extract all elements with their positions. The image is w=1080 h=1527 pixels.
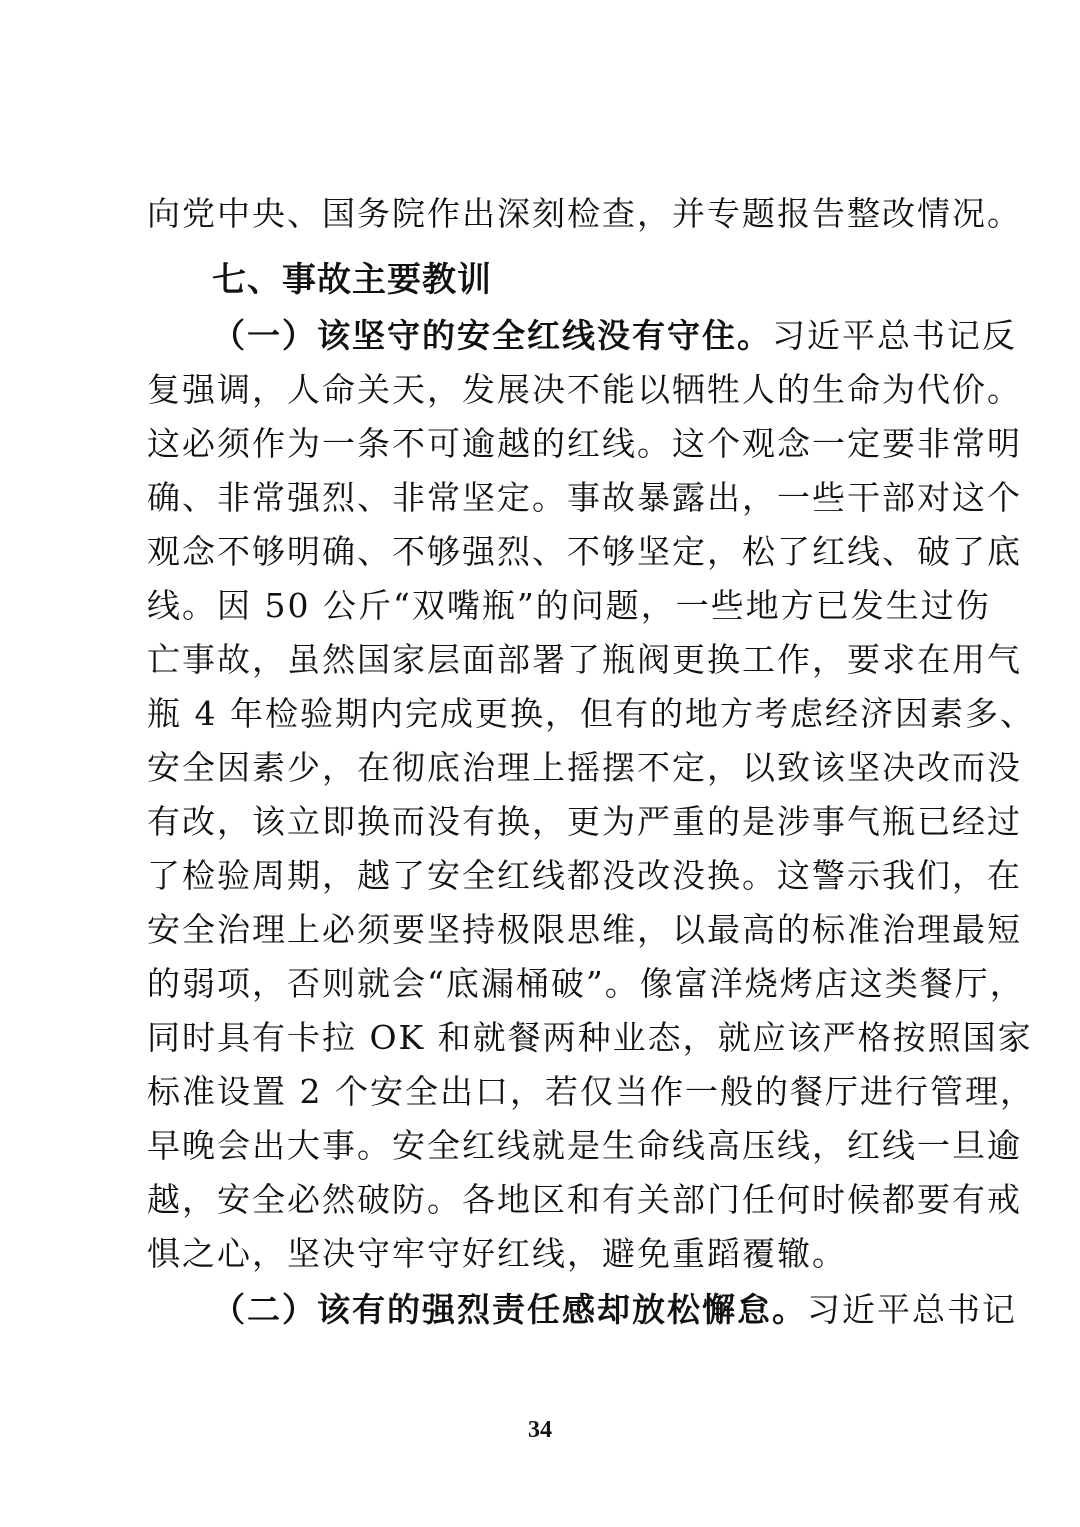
text-line: 了检验周期，越了安全红线都没改没换。这警示我们，在 [147, 856, 1022, 895]
text-line: 安全治理上必须要坚持极限思维，以最高的标准治理最短 [147, 910, 1022, 949]
text-line: 有改，该立即换而没有换，更为严重的是涉事气瓶已经过 [147, 802, 1022, 841]
paragraph-2-first-line [212, 1290, 1017, 1330]
text-line-intro: 向党中央、国务院作出深刻检查，并专题报告整改情况。 [147, 194, 1022, 233]
paragraph-2-lead-title: （二）该有的强烈责任感却放松懈怠。 [212, 1290, 807, 1329]
text-line: 同时具有卡拉 OK 和就餐两种业态，就应该严格按照国家 [147, 1018, 1033, 1057]
text-line: 复强调，人命关天，发展决不能以牺牲人的生命为代价。 [147, 370, 1022, 409]
text-line: 越，安全必然破防。各地区和有关部门任何时候都要有戒 [147, 1180, 1022, 1219]
paragraph-1-first-line [212, 316, 1017, 356]
text-line: 早晚会出大事。安全红线就是生命线高压线，红线一旦逾 [147, 1126, 1022, 1165]
text-line: 惧之心，坚决守牢守好红线，避免重蹈覆辙。 [147, 1234, 847, 1273]
text-line: 观念不够明确、不够强烈、不够坚定，松了红线、破了底 [147, 532, 1022, 571]
text-line: 线。因 50 公斤“双嘴瓶”的问题，一些地方已发生过伤 [147, 586, 991, 625]
paragraph-2-lead-text: 习近平总书记 [807, 1290, 1017, 1329]
section-heading: 七、事故主要教训 [212, 260, 492, 300]
text-line: 亡事故，虽然国家层面部署了瓶阀更换工作，要求在用气 [147, 640, 1022, 679]
page-number: 34 [528, 1417, 552, 1443]
text-line: 安全因素少，在彻底治理上摇摆不定，以致该坚决改而没 [147, 748, 1022, 787]
text-line: 确、非常强烈、非常坚定。事故暴露出，一些干部对这个 [147, 478, 1022, 517]
paragraph-1-lead-text: 习近平总书记反 [772, 316, 1017, 355]
text-line: 的弱项，否则就会“底漏桶破”。像富洋烧烤店这类餐厅， [147, 964, 1025, 1003]
text-line: 标准设置 2 个安全出口，若仅当作一般的餐厅进行管理， [147, 1072, 1035, 1111]
paragraph-1-lead-title: （一）该坚守的安全红线没有守住。 [212, 316, 772, 355]
text-line: 这必须作为一条不可逾越的红线。这个观念一定要非常明 [147, 424, 1022, 463]
text-line: 瓶 4 年检验期内完成更换，但有的地方考虑经济因素多、 [147, 694, 1035, 733]
